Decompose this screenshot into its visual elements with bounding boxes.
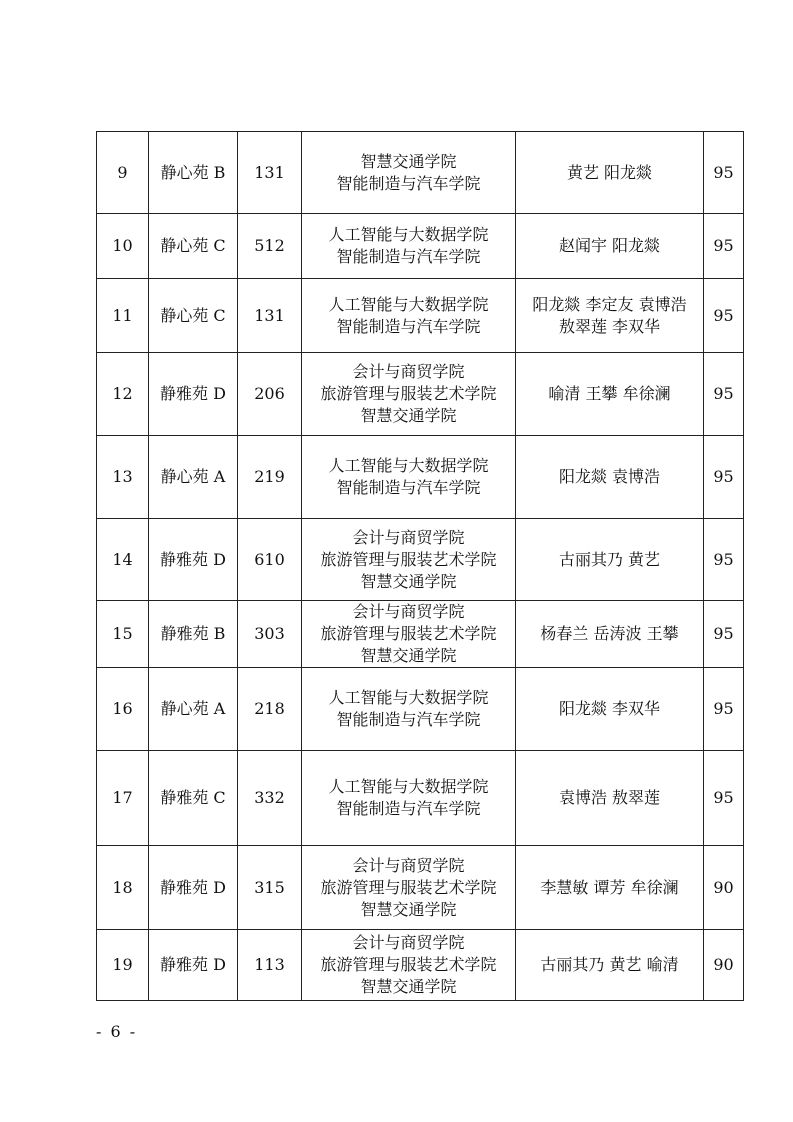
college-line: 人工智能与大数据学院 xyxy=(328,777,489,796)
name-line: 古丽其乃 黄艺 喻清 xyxy=(540,955,679,974)
college-line: 智慧交通学院 xyxy=(360,151,457,171)
college-line: 智能制造与汽车学院 xyxy=(336,710,481,729)
names-cell xyxy=(516,846,704,930)
colleges-cell xyxy=(302,668,516,751)
row-number-cell: 10 xyxy=(97,214,149,279)
building-cell: 静心苑 C xyxy=(149,214,238,279)
building-cell: 静心苑 A xyxy=(149,668,238,751)
score-cell: 95 xyxy=(704,601,744,668)
score-cell: 90 xyxy=(704,846,744,930)
name-line: 喻清 王攀 牟徐澜 xyxy=(548,384,671,403)
building-cell: 静雅苑 D xyxy=(149,846,238,930)
table-row xyxy=(97,601,744,668)
college-line: 智能制造与汽车学院 xyxy=(336,173,481,193)
names-cell xyxy=(516,930,704,1001)
name-line: 阳龙燚 李定友 袁博浩 xyxy=(532,294,687,314)
table-row xyxy=(97,930,744,1001)
college-line: 智能制造与汽车学院 xyxy=(336,316,481,336)
room-cell: 610 xyxy=(238,519,302,601)
room-cell: 113 xyxy=(238,930,302,1001)
names-cell xyxy=(516,436,704,519)
table-body xyxy=(97,132,744,1001)
row-number-cell: 9 xyxy=(97,132,149,214)
name-line: 黄艺 阳龙燚 xyxy=(566,162,653,182)
names-cell xyxy=(516,279,704,353)
room-cell: 131 xyxy=(238,279,302,353)
colleges-cell xyxy=(302,751,516,846)
page-number: - 6 - xyxy=(96,1022,138,1041)
dormitory-table xyxy=(96,131,744,1001)
college-line: 人工智能与大数据学院 xyxy=(328,688,489,707)
name-line: 袁博浩 敖翠莲 xyxy=(558,788,661,807)
building-cell: 静雅苑 D xyxy=(149,930,238,1001)
room-cell: 332 xyxy=(238,751,302,846)
name-line: 赵闻宇 阳龙燚 xyxy=(558,236,661,255)
room-cell: 131 xyxy=(238,132,302,214)
room-cell: 315 xyxy=(238,846,302,930)
name-line: 古丽其乃 黄艺 xyxy=(558,549,661,569)
colleges-cell xyxy=(302,436,516,519)
college-line: 旅游管理与服装艺术学院 xyxy=(320,877,497,897)
college-line: 会计与商贸学院 xyxy=(352,362,465,381)
college-line: 智慧交通学院 xyxy=(360,899,457,919)
college-line: 智慧交通学院 xyxy=(360,646,457,665)
score-cell: 95 xyxy=(704,353,744,436)
names-cell xyxy=(516,353,704,436)
college-line: 智能制造与汽车学院 xyxy=(336,478,481,497)
row-number-cell: 14 xyxy=(97,519,149,601)
college-line: 旅游管理与服装艺术学院 xyxy=(320,384,497,403)
row-number-cell: 18 xyxy=(97,846,149,930)
score-cell: 95 xyxy=(704,751,744,846)
names-cell xyxy=(516,132,704,214)
row-number-cell: 17 xyxy=(97,751,149,846)
building-cell: 静心苑 C xyxy=(149,279,238,353)
table-row xyxy=(97,132,744,214)
room-cell: 512 xyxy=(238,214,302,279)
room-cell: 218 xyxy=(238,668,302,751)
table-row xyxy=(97,214,744,279)
colleges-cell xyxy=(302,519,516,601)
row-number-cell: 12 xyxy=(97,353,149,436)
row-number-cell: 13 xyxy=(97,436,149,519)
college-line: 人工智能与大数据学院 xyxy=(328,456,489,475)
table-row xyxy=(97,519,744,601)
name-line: 杨春兰 岳涛波 王攀 xyxy=(540,624,679,643)
building-cell: 静雅苑 B xyxy=(149,601,238,668)
colleges-cell xyxy=(302,279,516,353)
college-line: 会计与商贸学院 xyxy=(352,527,465,547)
score-cell: 95 xyxy=(704,519,744,601)
room-cell: 219 xyxy=(238,436,302,519)
score-cell: 95 xyxy=(704,436,744,519)
score-cell: 95 xyxy=(704,132,744,214)
room-cell: 206 xyxy=(238,353,302,436)
score-cell: 95 xyxy=(704,214,744,279)
college-line: 智慧交通学院 xyxy=(360,406,457,425)
name-line: 敖翠莲 李双华 xyxy=(558,316,661,336)
name-line: 阳龙燚 袁博浩 xyxy=(558,467,661,486)
colleges-cell xyxy=(302,846,516,930)
college-line: 智能制造与汽车学院 xyxy=(336,799,481,818)
table-row xyxy=(97,279,744,353)
college-line: 会计与商贸学院 xyxy=(352,602,465,621)
name-line: 阳龙燚 李双华 xyxy=(558,699,661,718)
row-number-cell: 19 xyxy=(97,930,149,1001)
college-line: 智能制造与汽车学院 xyxy=(336,247,481,266)
table-row xyxy=(97,436,744,519)
college-line: 会计与商贸学院 xyxy=(352,933,465,952)
building-cell: 静雅苑 D xyxy=(149,519,238,601)
college-line: 智慧交通学院 xyxy=(360,977,457,996)
table-row xyxy=(97,846,744,930)
names-cell xyxy=(516,601,704,668)
row-number-cell: 15 xyxy=(97,601,149,668)
college-line: 人工智能与大数据学院 xyxy=(328,225,489,244)
name-line: 李慧敏 谭芳 牟徐澜 xyxy=(540,877,679,897)
names-cell xyxy=(516,668,704,751)
score-cell: 90 xyxy=(704,930,744,1001)
building-cell: 静心苑 B xyxy=(149,132,238,214)
building-cell: 静雅苑 D xyxy=(149,353,238,436)
colleges-cell xyxy=(302,601,516,668)
row-number-cell: 16 xyxy=(97,668,149,751)
colleges-cell xyxy=(302,353,516,436)
names-cell xyxy=(516,751,704,846)
colleges-cell xyxy=(302,132,516,214)
table-row xyxy=(97,353,744,436)
names-cell xyxy=(516,519,704,601)
colleges-cell xyxy=(302,930,516,1001)
table-row xyxy=(97,668,744,751)
score-cell: 95 xyxy=(704,279,744,353)
colleges-cell xyxy=(302,214,516,279)
row-number-cell: 11 xyxy=(97,279,149,353)
college-line: 智慧交通学院 xyxy=(360,571,457,591)
score-cell: 95 xyxy=(704,668,744,751)
college-line: 会计与商贸学院 xyxy=(352,855,465,875)
college-line: 旅游管理与服装艺术学院 xyxy=(320,549,497,569)
college-line: 旅游管理与服装艺术学院 xyxy=(320,624,497,643)
building-cell: 静心苑 A xyxy=(149,436,238,519)
building-cell: 静雅苑 C xyxy=(149,751,238,846)
table-row xyxy=(97,751,744,846)
room-cell: 303 xyxy=(238,601,302,668)
college-line: 旅游管理与服装艺术学院 xyxy=(320,955,497,974)
names-cell xyxy=(516,214,704,279)
college-line: 人工智能与大数据学院 xyxy=(328,294,489,314)
